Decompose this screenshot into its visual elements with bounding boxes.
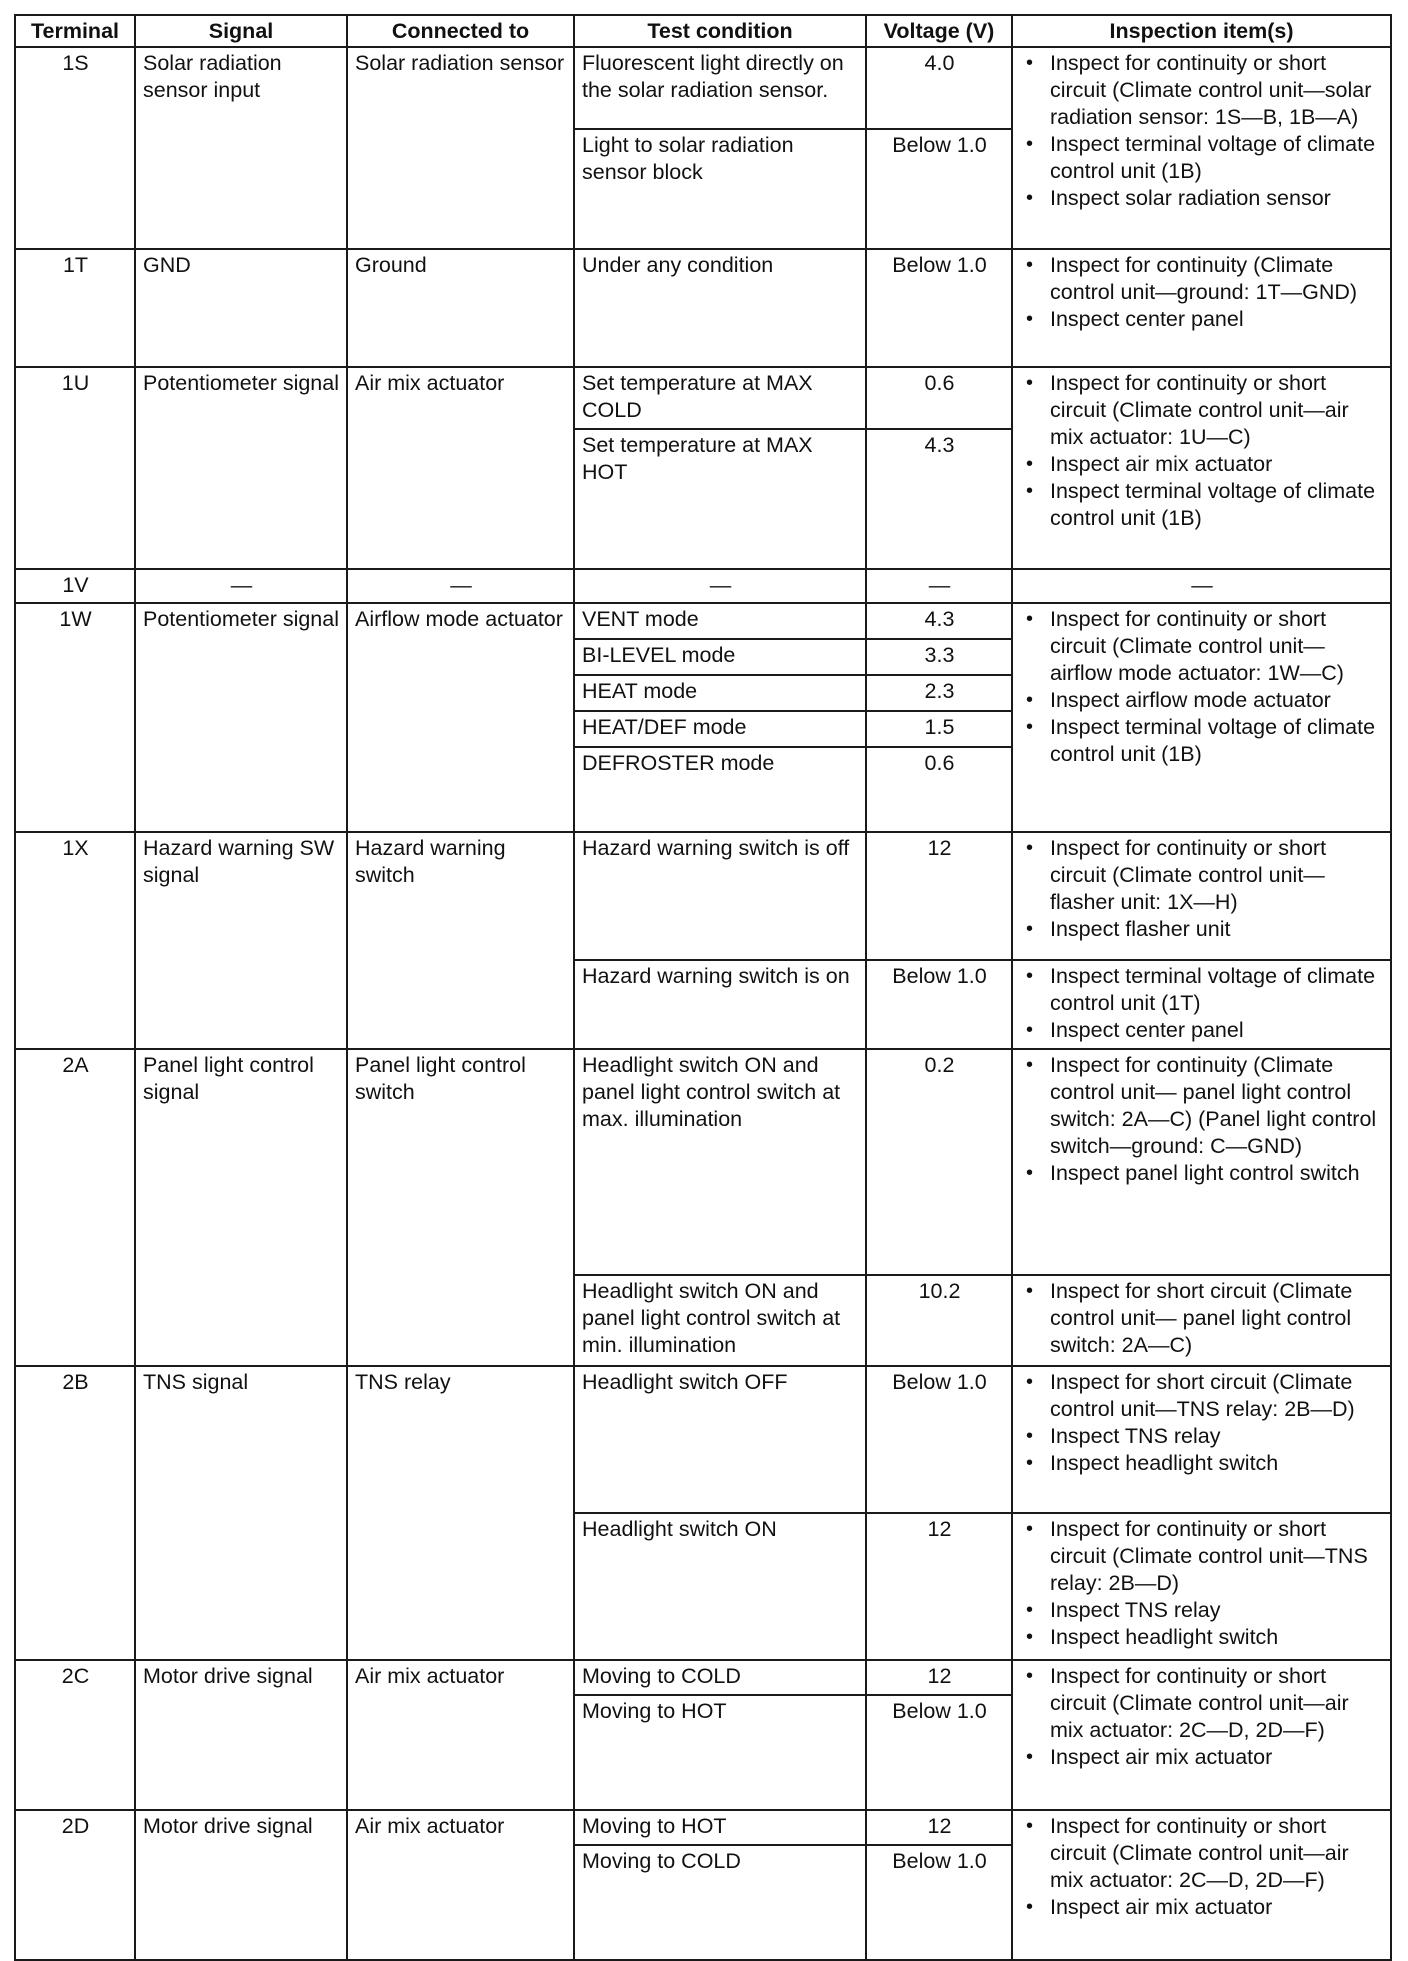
header-test-condition: Test condition xyxy=(574,15,866,47)
test-condition-cell: Set temperature at MAX COLD xyxy=(574,367,866,429)
inspection-item: • Inspect terminal voltage of climate control unit (1T) xyxy=(1020,963,1384,1017)
table-row xyxy=(15,1049,1391,1275)
test-condition-cell: Hazard warning switch is off xyxy=(574,832,866,960)
inspection-item: • Inspect for continuity or short circuit (Climate control unit—airflow mode actuator: 1W—C) xyxy=(1020,606,1384,687)
terminal-cell: 1T xyxy=(15,249,135,367)
signal-cell: Potentiometer signal xyxy=(135,367,347,569)
voltage-cell: Below 1.0 xyxy=(866,960,1012,1049)
connected-to-cell: Air mix actuator xyxy=(347,1810,574,1960)
inspection-item: • Inspect for continuity or short circuit (Climate control unit—TNS relay: 2B—D) xyxy=(1020,1516,1384,1597)
signal-cell: Potentiometer signal xyxy=(135,603,347,832)
inspection-item: • Inspect terminal voltage of climate control unit (1B) xyxy=(1020,478,1384,532)
test-condition-cell: DEFROSTER mode xyxy=(574,747,866,832)
inspection-item: • Inspect headlight switch xyxy=(1020,1624,1384,1651)
voltage-cell: 12 xyxy=(866,1513,1012,1660)
table-row xyxy=(15,1810,1391,1845)
signal-cell: Panel light control signal xyxy=(135,1049,347,1366)
inspection-item: • Inspect terminal voltage of climate control unit (1B) xyxy=(1020,714,1384,768)
terminal-cell: 2A xyxy=(15,1049,135,1366)
header-row xyxy=(15,15,1391,47)
inspection-cell xyxy=(1012,367,1391,569)
voltage-cell: Below 1.0 xyxy=(866,1366,1012,1513)
terminal-cell: 2C xyxy=(15,1660,135,1810)
signal-cell: TNS signal xyxy=(135,1366,347,1660)
inspection-item: • Inspect for continuity or short circuit (Climate control unit—air mix actuator: 1U—C) xyxy=(1020,370,1384,451)
signal-cell: Solar radiation sensor input xyxy=(135,47,347,249)
terminal-cell: 1U xyxy=(15,367,135,569)
inspection-item: • Inspect for continuity (Climate control unit— panel light control switch: 2A—C) (Panel light control switch—ground: C—GND) xyxy=(1020,1052,1384,1160)
connected-to-cell: TNS relay xyxy=(347,1366,574,1660)
table-row xyxy=(15,569,1391,603)
inspection-item: • Inspect center panel xyxy=(1020,1017,1384,1044)
voltage-cell: 12 xyxy=(866,832,1012,960)
inspection-item: • Inspect for continuity or short circuit (Climate control unit—solar radiation sensor: 1S—B, 1B—A) xyxy=(1020,50,1384,131)
test-condition-cell: VENT mode xyxy=(574,603,866,639)
inspection-item: • Inspect flasher unit xyxy=(1020,916,1384,943)
inspection-item: • Inspect air mix actuator xyxy=(1020,1894,1384,1921)
voltage-cell: — xyxy=(866,569,1012,603)
connected-to-cell: Airflow mode actuator xyxy=(347,603,574,832)
test-condition-cell: — xyxy=(574,569,866,603)
voltage-cell: 4.0 xyxy=(866,47,1012,129)
connected-to-cell: Solar radiation sensor xyxy=(347,47,574,249)
inspection-item: • Inspect panel light control switch xyxy=(1020,1160,1384,1187)
inspection-item: • Inspect center panel xyxy=(1020,306,1384,333)
voltage-cell: 4.3 xyxy=(866,429,1012,569)
inspection-cell xyxy=(1012,832,1391,960)
test-condition-cell: Moving to HOT xyxy=(574,1810,866,1845)
table-row xyxy=(15,249,1391,367)
test-condition-cell: Hazard warning switch is on xyxy=(574,960,866,1049)
terminal-cell: 2D xyxy=(15,1810,135,1960)
inspection-cell xyxy=(1012,1049,1391,1275)
inspection-cell xyxy=(1012,1275,1391,1366)
terminal-cell: 2B xyxy=(15,1366,135,1660)
inspection-cell xyxy=(1012,1513,1391,1660)
inspection-item: • Inspect headlight switch xyxy=(1020,1450,1384,1477)
table-row xyxy=(15,832,1391,960)
voltage-cell: 0.6 xyxy=(866,367,1012,429)
test-condition-cell: Moving to COLD xyxy=(574,1845,866,1960)
voltage-cell: 3.3 xyxy=(866,639,1012,675)
test-condition-cell: Headlight switch OFF xyxy=(574,1366,866,1513)
inspection-cell xyxy=(1012,1810,1391,1960)
test-condition-cell: Set temperature at MAX HOT xyxy=(574,429,866,569)
connected-to-cell: Air mix actuator xyxy=(347,1660,574,1810)
inspection-item: • Inspect for continuity or short circuit (Climate control unit—flasher unit: 1X—H) xyxy=(1020,835,1384,916)
voltage-cell: 0.6 xyxy=(866,747,1012,832)
connected-to-cell: Air mix actuator xyxy=(347,367,574,569)
test-condition-cell: Moving to COLD xyxy=(574,1660,866,1695)
header-voltage: Voltage (V) xyxy=(866,15,1012,47)
test-condition-cell: Headlight switch ON xyxy=(574,1513,866,1660)
signal-cell: Hazard warning SW signal xyxy=(135,832,347,1049)
test-condition-cell: Headlight switch ON and panel light control switch at min. illumination xyxy=(574,1275,866,1366)
terminal-cell: 1X xyxy=(15,832,135,1049)
terminal-cell: 1S xyxy=(15,47,135,249)
inspection-item: • Inspect for continuity or short circuit (Climate control unit—air mix actuator: 2C—D, 2D—F) xyxy=(1020,1663,1384,1744)
connected-to-cell: Ground xyxy=(347,249,574,367)
signal-cell: — xyxy=(135,569,347,603)
test-condition-cell: BI-LEVEL mode xyxy=(574,639,866,675)
voltage-cell: Below 1.0 xyxy=(866,129,1012,249)
voltage-cell: Below 1.0 xyxy=(866,249,1012,367)
connected-to-cell: — xyxy=(347,569,574,603)
voltage-cell: 4.3 xyxy=(866,603,1012,639)
inspection-cell xyxy=(1012,249,1391,367)
voltage-cell: Below 1.0 xyxy=(866,1845,1012,1960)
table-row xyxy=(15,1660,1391,1695)
inspection-cell xyxy=(1012,960,1391,1049)
terminal-cell: 1W xyxy=(15,603,135,832)
inspection-item: • Inspect solar radiation sensor xyxy=(1020,185,1384,212)
inspection-item: • Inspect for continuity (Climate control unit—ground: 1T—GND) xyxy=(1020,252,1384,306)
inspection-item: • Inspect TNS relay xyxy=(1020,1597,1384,1624)
inspection-item: • Inspect for short circuit (Climate control unit— panel light control switch: 2A—C) xyxy=(1020,1278,1384,1359)
test-condition-cell: Headlight switch ON and panel light control switch at max. illumination xyxy=(574,1049,866,1275)
table-row xyxy=(15,47,1391,129)
test-condition-cell: HEAT/DEF mode xyxy=(574,711,866,747)
inspection-cell xyxy=(1012,1660,1391,1810)
voltage-cell: 1.5 xyxy=(866,711,1012,747)
inspection-item: • Inspect air mix actuator xyxy=(1020,451,1384,478)
voltage-cell: 10.2 xyxy=(866,1275,1012,1366)
connected-to-cell: Panel light control switch xyxy=(347,1049,574,1366)
test-condition-cell: Light to solar radiation sensor block xyxy=(574,129,866,249)
inspection-cell xyxy=(1012,47,1391,249)
header-inspection-items: Inspection item(s) xyxy=(1012,15,1391,47)
inspection-cell xyxy=(1012,603,1391,832)
table-row xyxy=(15,603,1391,639)
inspection-item: • Inspect airflow mode actuator xyxy=(1020,687,1384,714)
test-condition-cell: Moving to HOT xyxy=(574,1695,866,1810)
voltage-cell: 0.2 xyxy=(866,1049,1012,1275)
signal-cell: Motor drive signal xyxy=(135,1810,347,1960)
terminal-inspection-table xyxy=(14,14,1392,1961)
inspection-cell: — xyxy=(1012,569,1391,603)
voltage-cell: Below 1.0 xyxy=(866,1695,1012,1810)
test-condition-cell: Fluorescent light directly on the solar radiation sensor. xyxy=(574,47,866,129)
voltage-cell: 12 xyxy=(866,1810,1012,1845)
inspection-item: • Inspect terminal voltage of climate control unit (1B) xyxy=(1020,131,1384,185)
connected-to-cell: Hazard warning switch xyxy=(347,832,574,1049)
test-condition-cell: HEAT mode xyxy=(574,675,866,711)
header-signal: Signal xyxy=(135,15,347,47)
table-row xyxy=(15,367,1391,429)
inspection-item: • Inspect air mix actuator xyxy=(1020,1744,1384,1771)
inspection-table-page xyxy=(14,14,1390,1961)
inspection-item: • Inspect for short circuit (Climate control unit—TNS relay: 2B—D) xyxy=(1020,1369,1384,1423)
header-terminal: Terminal xyxy=(15,15,135,47)
test-condition-cell: Under any condition xyxy=(574,249,866,367)
table-row xyxy=(15,1366,1391,1513)
signal-cell: GND xyxy=(135,249,347,367)
voltage-cell: 12 xyxy=(866,1660,1012,1695)
inspection-item: • Inspect TNS relay xyxy=(1020,1423,1384,1450)
header-connected-to: Connected to xyxy=(347,15,574,47)
signal-cell: Motor drive signal xyxy=(135,1660,347,1810)
voltage-cell: 2.3 xyxy=(866,675,1012,711)
inspection-item: • Inspect for continuity or short circuit (Climate control unit—air mix actuator: 2C—D, 2D—F) xyxy=(1020,1813,1384,1894)
terminal-cell: 1V xyxy=(15,569,135,603)
inspection-cell xyxy=(1012,1366,1391,1513)
